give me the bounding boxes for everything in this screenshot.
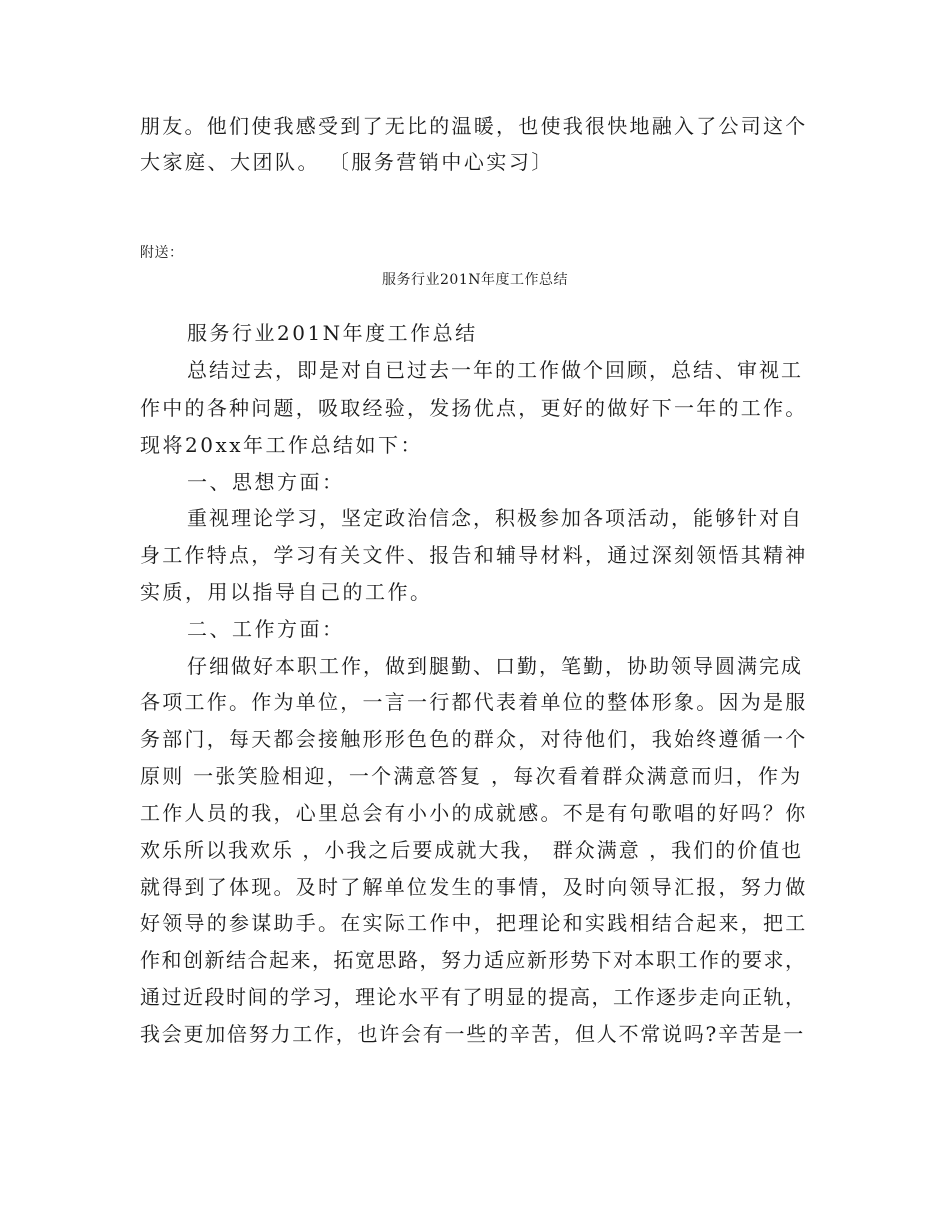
paragraph-line: 总结过去，即是对自已过去一年的工作做个回顾，总结、审视工 (187, 358, 803, 382)
intro-line-1: 朋友。他们使我感受到了无比的温暖，也使我很快地融入了公司这个 (140, 114, 808, 138)
doc-heading: 服务行业201N年度工作总结 (187, 321, 478, 345)
appendix-title: 服务行业201N年度工作总结 (382, 272, 568, 288)
paragraph-line: 重视理论学习，坚定政治信念，积极参加各项活动，能够针对自 (187, 506, 803, 530)
paragraph-line: 原则 一张笑脸相迎，一个满意答复 ，每次看着群众满意而归，作为 (140, 764, 803, 788)
paragraph-line: 作中的各种问题，吸取经验，发扬优点，更好的做好下一年的工作。 (140, 396, 808, 420)
intro-line-2: 大家庭、大团队。 〔服务营销中心实习〕 (140, 150, 554, 174)
paragraph-line: 通过近段时间的学习，理论水平有了明显的提高，工作逐步走向正轨， (140, 985, 807, 1009)
paragraph-line: 就得到了体现。及时了解单位发生的事情，及时向领导汇报，努力做 (140, 875, 808, 899)
paragraph-line: 欢乐所以我欢乐 ，小我之后要成就大我， 群众满意 ，我们的价值也 (140, 838, 804, 862)
appendix-label: 附送： (140, 245, 184, 261)
paragraph-line: 仔细做好本职工作，做到腿勤、口勤，笔勤，协助领导圆满完成 (187, 654, 803, 678)
paragraph-line: 现将20xx年工作总结如下： (140, 433, 424, 457)
section-heading-work: 二、工作方面： (187, 617, 345, 641)
paragraph-line: 实质，用以指导自己的工作。 (140, 580, 433, 604)
paragraph-line: 我会更加倍努力工作，也许会有一些的辛苦，但人不常说吗?辛苦是一 (140, 1022, 805, 1046)
paragraph-line: 工作人员的我，心里总会有小小的成就感。不是有句歌唱的好吗？你 (140, 801, 808, 825)
paragraph-line: 作和创新结合起来，拓宽思路，努力适应新形势下对本职工作的要求， (140, 948, 807, 972)
paragraph-line: 好领导的参谋助手。在实际工作中，把理论和实践相结合起来，把工 (140, 911, 808, 935)
paragraph-line: 各项工作。作为单位，一言一行都代表着单位的整体形象。因为是服 (140, 690, 808, 714)
section-heading-thought: 一、思想方面： (187, 470, 345, 494)
paragraph-line: 务部门，每天都会接触形形色色的群众，对待他们，我始终遵循一个 (140, 727, 808, 751)
paragraph-line: 身工作特点，学习有关文件、报告和辅导材料，通过深刻领悟其精神 (140, 543, 808, 567)
